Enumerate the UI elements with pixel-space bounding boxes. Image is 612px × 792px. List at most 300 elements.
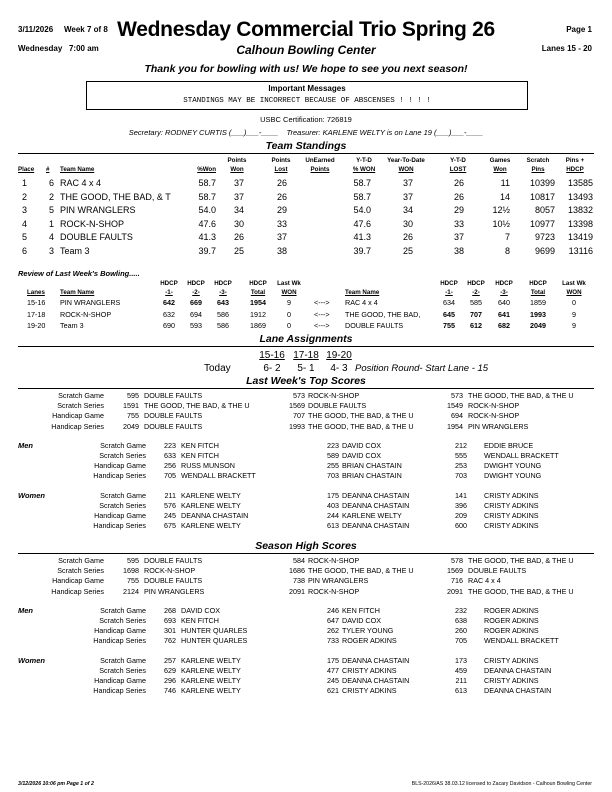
review-score: 1993 — [530, 309, 546, 319]
column-header: Team Name — [60, 289, 95, 296]
score-value: 256 — [164, 461, 176, 471]
score-bowler: HUNTER QUARLES — [181, 636, 248, 646]
score-bowler: DEANNA CHASTAIN — [181, 511, 249, 520]
column-header: Lost — [274, 166, 288, 173]
column-header: -1- — [445, 289, 453, 296]
column-header: -2- — [192, 289, 200, 296]
standings-cell: 13398 — [567, 218, 593, 229]
score-value: 595 — [127, 556, 139, 565]
standings-cell: 13585 — [567, 178, 593, 188]
score-category: Handicap Game — [52, 411, 104, 421]
standings-cell: RAC 4 x 4 — [60, 178, 102, 188]
score-bowler: KEN FITCH — [181, 616, 219, 625]
divider — [18, 553, 594, 554]
score-bowler: KARLENE WELTY — [181, 655, 241, 665]
column-header: Won — [230, 166, 244, 173]
score-value: 173 — [455, 655, 467, 665]
score-bowler: DOUBLE FAULTS — [468, 566, 527, 576]
score-bowler: THE GOOD, THE BAD, & THE U — [144, 401, 250, 411]
score-bowler: CRISTY ADKINS — [484, 500, 539, 510]
column-header: % WON — [352, 166, 376, 173]
score-category: Scratch Series — [57, 566, 104, 576]
standings-cell: 4 — [22, 218, 28, 229]
divider — [18, 388, 594, 389]
score-bowler: RUSS MUNSON — [181, 461, 235, 471]
score-bowler: ROGER ADKINS — [342, 636, 397, 646]
versus-arrow: <---> — [314, 298, 330, 307]
review-team: PIN WRANGLERS — [60, 298, 121, 307]
review-score: 642 — [163, 298, 175, 307]
column-header: Y-T-D — [450, 157, 466, 164]
score-bowler: DEANNA CHASTAIN — [342, 521, 410, 531]
score-category: Scratch Game — [100, 605, 146, 615]
score-bowler: ROCK-N-SHOP — [308, 556, 360, 565]
score-bowler: ROCK-N-SHOP — [468, 411, 520, 421]
divider — [18, 346, 594, 347]
group-label: Men — [18, 440, 33, 450]
score-bowler: DOUBLE FAULTS — [144, 391, 203, 400]
score-value: 762 — [164, 636, 176, 646]
usbc-certification: USBC Certification: 726819 — [260, 115, 352, 124]
column-header: HDCP — [529, 280, 547, 287]
messages-title: Important Messages — [268, 84, 346, 93]
review-score: 0 — [287, 321, 291, 330]
score-value: 707 — [293, 411, 305, 421]
column-header: -1- — [165, 289, 173, 296]
score-bowler: DWIGHT YOUNG — [484, 471, 542, 481]
lane-assignments-title: Lane Assignments — [259, 333, 353, 345]
column-header: Scratch — [526, 157, 550, 164]
score-bowler: RAC 4 x 4 — [468, 576, 501, 586]
score-category: Scratch Series — [99, 665, 146, 675]
score-value: 253 — [455, 461, 467, 471]
score-bowler: KARLENE WELTY — [181, 676, 241, 685]
standings-cell: 5 — [22, 232, 28, 242]
score-category: Scratch Game — [58, 556, 104, 565]
review-title: Review of Last Week's Bowling..... — [18, 269, 140, 278]
standings-cell: 30 — [233, 218, 244, 229]
column-header: Team Name — [60, 166, 95, 173]
last-week-title: Last Week's Top Scores — [246, 375, 366, 387]
column-header: Points — [227, 157, 247, 164]
standings-cell: 29 — [453, 205, 464, 215]
score-bowler: CRISTY ADKINS — [484, 655, 539, 665]
score-bowler: CRISTY ADKINS — [342, 686, 397, 696]
standings-cell: 47.6 — [198, 218, 216, 229]
column-header: Points — [310, 166, 330, 173]
standings-cell: 30 — [402, 218, 413, 229]
score-value: 301 — [164, 626, 176, 636]
review-score: 694 — [190, 309, 202, 319]
score-value: 403 — [327, 500, 339, 510]
score-value: 1993 — [289, 421, 305, 431]
review-team: Team 3 — [60, 321, 84, 330]
standings-cell: 9723 — [534, 232, 555, 242]
column-header: HDCP — [495, 280, 513, 287]
review-score: 643 — [217, 298, 229, 307]
score-value: 212 — [455, 440, 467, 450]
standings-cell: 13832 — [567, 205, 593, 215]
score-value: 255 — [327, 461, 339, 471]
lane-matchup: 4- 3 — [330, 363, 348, 374]
score-bowler: ROCK-N-SHOP — [308, 391, 360, 400]
standings-cell: 58.7 — [198, 178, 216, 188]
standings-cell: 3 — [22, 205, 28, 215]
score-bowler: ROCK-N-SHOP — [308, 586, 360, 596]
score-value: 738 — [293, 576, 305, 586]
score-value: 675 — [164, 521, 176, 531]
score-value: 257 — [164, 655, 176, 665]
column-header: HDCP — [467, 280, 485, 287]
standings-cell: 39.7 — [353, 245, 371, 256]
score-bowler: DEANNA CHASTAIN — [484, 686, 552, 696]
score-category: Scratch Series — [99, 616, 146, 625]
score-category: Scratch Game — [100, 655, 146, 665]
lane-pair: 17-18 — [293, 350, 319, 361]
standings-cell: 41.3 — [353, 232, 371, 242]
score-value: 1698 — [123, 566, 139, 576]
standings-cell: 14 — [499, 191, 510, 202]
lane-matchup: 6- 2 — [263, 363, 281, 374]
score-value: 246 — [327, 605, 339, 615]
standings-cell: 33 — [276, 218, 287, 229]
column-header: HDCP — [440, 280, 458, 287]
score-category: Scratch Series — [57, 401, 104, 411]
score-bowler: THE GOOD, THE BAD, & THE U — [468, 586, 574, 596]
score-bowler: WENDALL BRACKETT — [181, 471, 256, 481]
report-week: Week 7 of 8 — [64, 25, 108, 34]
score-bowler: TYLER YOUNG — [342, 626, 394, 636]
center-name: Calhoun Bowling Center — [236, 43, 376, 57]
score-bowler: ROGER ADKINS — [484, 616, 539, 625]
review-score: 9 — [287, 298, 291, 307]
score-bowler: DOUBLE FAULTS — [144, 576, 203, 586]
score-value: 629 — [164, 665, 176, 675]
lanes-range: Lanes 15 - 20 — [541, 44, 592, 53]
column-header: Place — [18, 166, 35, 173]
score-bowler: KARLENE WELTY — [342, 511, 402, 520]
column-header: HDCP — [160, 280, 178, 287]
column-header: Points — [271, 157, 291, 164]
score-bowler: DAVID COX — [342, 440, 382, 450]
score-value: 2091 — [289, 586, 305, 596]
standings-cell: 6 — [22, 245, 28, 256]
standings-cell: 10399 — [529, 178, 555, 188]
standings-cell: 37 — [453, 232, 464, 242]
score-bowler: DWIGHT YOUNG — [484, 461, 542, 471]
review-score: 640 — [498, 298, 510, 307]
score-value: 244 — [327, 511, 339, 520]
score-value: 576 — [164, 500, 176, 510]
standings-cell: 4 — [49, 232, 55, 242]
column-header: Total — [250, 289, 266, 296]
score-value: 296 — [164, 676, 176, 685]
review-score: 9 — [572, 309, 576, 319]
standings-cell: 1 — [22, 178, 28, 188]
score-bowler: KEN FITCH — [181, 440, 219, 450]
column-header: WON — [398, 166, 414, 173]
column-header: Y-T-D — [356, 157, 372, 164]
score-category: Handicap Game — [94, 461, 146, 471]
score-bowler: WENDALL BRACKETT — [484, 451, 559, 460]
score-value: 694 — [451, 411, 463, 421]
score-category: Handicap Series — [93, 686, 146, 696]
score-value: 175 — [327, 490, 339, 500]
standings-cell: 34 — [402, 205, 413, 215]
score-bowler: DEANNA CHASTAIN — [342, 490, 410, 500]
group-label: Women — [18, 490, 45, 500]
score-bowler: KARLENE WELTY — [181, 665, 241, 675]
score-value: 260 — [455, 626, 467, 636]
standings-cell: PIN WRANGLERS — [60, 205, 136, 215]
standings-cell: 13116 — [568, 245, 593, 256]
score-bowler: DOUBLE FAULTS — [144, 556, 203, 565]
standings-cell: 10977 — [529, 218, 555, 229]
standings-cell: 58.7 — [198, 191, 216, 202]
score-bowler: CRISTY ADKINS — [484, 521, 539, 531]
score-bowler: CRISTY ADKINS — [484, 490, 539, 500]
score-value: 1569 — [289, 401, 305, 411]
column-header: HDCP — [566, 166, 584, 173]
standings-cell: 33 — [453, 218, 464, 229]
score-bowler: ROCK-N-SHOP — [468, 401, 520, 411]
score-bowler: THE GOOD, THE BAD, & THE U — [468, 556, 574, 565]
standings-cell: 9699 — [534, 245, 555, 256]
column-header: UnEarned — [305, 157, 335, 164]
score-category: Scratch Game — [100, 440, 146, 450]
score-value: 1954 — [447, 421, 463, 431]
standings-cell: 54.0 — [198, 205, 216, 215]
score-value: 647 — [327, 616, 339, 625]
score-value: 555 — [455, 451, 467, 460]
column-header: Year-To-Date — [387, 157, 425, 164]
score-bowler: THE GOOD, THE BAD, & THE U — [468, 391, 574, 400]
review-score: 586 — [217, 321, 229, 330]
review-score: 2049 — [530, 321, 546, 330]
score-value: 705 — [164, 471, 176, 481]
score-bowler: DOUBLE FAULTS — [144, 421, 203, 431]
review-score: 0 — [287, 309, 291, 319]
standings-cell: 25 — [233, 245, 244, 256]
standings-cell: 1 — [49, 218, 55, 229]
score-value: 600 — [455, 521, 467, 531]
standings-cell: 2 — [22, 191, 28, 202]
column-header: HDCP — [187, 280, 205, 287]
review-team: DOUBLE FAULTS — [345, 321, 404, 330]
review-score: 1954 — [250, 298, 266, 307]
score-value: 223 — [164, 440, 176, 450]
standings-cell: 10817 — [529, 191, 555, 202]
score-bowler: KEN FITCH — [181, 451, 219, 460]
score-value: 211 — [164, 490, 176, 500]
score-value: 613 — [455, 686, 467, 696]
review-score: 682 — [498, 321, 510, 330]
score-bowler: KEN FITCH — [342, 605, 380, 615]
score-value: 209 — [455, 511, 467, 520]
score-value: 633 — [164, 451, 176, 460]
score-value: 268 — [164, 605, 176, 615]
score-value: 1591 — [123, 401, 139, 411]
review-score: 690 — [163, 321, 175, 330]
score-value: 211 — [455, 676, 467, 685]
score-value: 2091 — [447, 586, 463, 596]
standings-cell: 41.3 — [198, 232, 216, 242]
score-bowler: THE GOOD, THE BAD, & THE U — [308, 421, 414, 431]
review-team: THE GOOD, THE BAD, — [345, 309, 421, 319]
score-bowler: DEANNA CHASTAIN — [342, 676, 410, 685]
score-category: Handicap Series — [51, 421, 104, 431]
column-header: Won — [493, 166, 507, 173]
column-header: HDCP — [214, 280, 232, 287]
standings-cell: 10½ — [492, 218, 510, 229]
score-value: 595 — [127, 391, 139, 400]
standings-cell: ROCK-N-SHOP — [60, 218, 125, 229]
standings-cell: 26 — [276, 191, 287, 202]
standings-cell: 38 — [276, 245, 287, 256]
column-header: WON — [566, 289, 582, 296]
score-bowler: KARLENE WELTY — [181, 521, 241, 531]
standings-title: Team Standings — [265, 140, 347, 152]
standings-cell: 5 — [49, 205, 55, 215]
score-bowler: CRISTY ADKINS — [342, 665, 397, 675]
standings-cell: 37 — [276, 232, 287, 242]
standings-cell: 47.6 — [353, 218, 371, 229]
standings-cell: 26 — [453, 191, 464, 202]
score-value: 755 — [127, 576, 139, 586]
score-value: 746 — [164, 686, 176, 696]
standings-cell: 37 — [402, 191, 413, 202]
score-value: 175 — [327, 655, 339, 665]
score-value: 223 — [327, 440, 339, 450]
score-bowler: BRIAN CHASTAIN — [342, 461, 402, 471]
score-value: 703 — [327, 471, 339, 481]
review-score: 641 — [498, 309, 510, 319]
score-bowler: PIN WRANGLERS — [468, 421, 529, 431]
review-score: 1869 — [250, 321, 266, 330]
standings-cell: Team 3 — [60, 245, 90, 256]
report-date: 3/11/2026 — [18, 25, 54, 34]
column-header: Last Wk — [277, 280, 301, 287]
score-category: Handicap Series — [93, 471, 146, 481]
page-title: Wednesday Commercial Trio Spring 26 — [117, 18, 495, 41]
score-value: 459 — [455, 665, 467, 675]
column-header: Last Wk — [562, 280, 586, 287]
review-score: 9 — [572, 321, 576, 330]
review-team: RAC 4 x 4 — [345, 298, 378, 307]
standings-cell: 26 — [276, 178, 287, 188]
review-score: 645 — [443, 309, 455, 319]
review-score: 634 — [443, 298, 455, 307]
review-lanes: 17-18 — [27, 309, 46, 319]
column-header: -3- — [500, 289, 508, 296]
score-bowler: WENDALL BRACKETT — [484, 636, 559, 646]
lane-pair: 15-16 — [259, 350, 285, 361]
score-bowler: ROCK-N-SHOP — [144, 566, 196, 576]
score-bowler: THE GOOD, THE BAD, & THE U — [308, 566, 414, 576]
standings-cell: THE GOOD, THE BAD, & T — [60, 191, 171, 202]
review-score: 586 — [217, 309, 229, 319]
versus-arrow: <---> — [314, 309, 330, 319]
score-bowler: EDDIE BRUCE — [484, 440, 534, 450]
page-number: Page 1 — [566, 25, 592, 34]
review-score: 632 — [163, 309, 175, 319]
column-header: Lanes — [27, 289, 45, 296]
footer-left: 3/12/2026 10:06 pm Page 1 of 2 — [18, 781, 94, 787]
score-value: 2124 — [123, 586, 139, 596]
score-value: 638 — [455, 616, 467, 625]
review-score: 1859 — [530, 298, 546, 307]
standings-cell: 26 — [453, 178, 464, 188]
score-category: Handicap Game — [94, 676, 146, 685]
score-bowler: DEANNA CHASTAIN — [484, 665, 552, 675]
column-header: HDCP — [249, 280, 267, 287]
score-bowler: DEANNA CHASTAIN — [342, 655, 410, 665]
standings-cell: 25 — [402, 245, 413, 256]
column-header: Total — [530, 289, 546, 296]
season-high-title: Season High Scores — [255, 540, 357, 552]
column-header: %Won — [197, 166, 216, 173]
standings-cell: 11 — [500, 178, 510, 188]
score-value: 621 — [327, 686, 339, 696]
score-category: Scratch Series — [99, 451, 146, 460]
review-team: ROCK-N-SHOP — [60, 309, 112, 319]
score-category: Handicap Game — [94, 626, 146, 636]
score-value: 396 — [455, 500, 467, 510]
standings-cell: 8 — [504, 245, 510, 256]
day-time: Wednesday 7:00 am — [18, 44, 99, 53]
standings-cell: DOUBLE FAULTS — [60, 232, 133, 242]
review-lanes: 15-16 — [27, 298, 46, 307]
score-category: Handicap Series — [93, 636, 146, 646]
standings-cell: 58.7 — [353, 178, 371, 188]
position-round-note: Position Round- Start Lane - 15 — [355, 363, 489, 374]
score-bowler: DOUBLE FAULTS — [144, 411, 203, 421]
review-score: 707 — [470, 309, 482, 319]
score-bowler: DEANNA CHASTAIN — [342, 500, 410, 510]
score-bowler: BRIAN CHASTAIN — [342, 471, 402, 481]
column-header: -2- — [472, 289, 480, 296]
score-bowler: KARLENE WELTY — [181, 490, 241, 500]
score-category: Handicap Series — [51, 586, 104, 596]
standings-cell: 54.0 — [353, 205, 371, 215]
score-value: 733 — [327, 636, 339, 646]
score-category: Scratch Game — [100, 490, 146, 500]
standings-cell: 38 — [453, 245, 464, 256]
score-value: 705 — [455, 636, 467, 646]
standings-cell: 26 — [402, 232, 413, 242]
score-value: 716 — [451, 576, 463, 586]
important-messages-box — [86, 81, 528, 110]
score-value: 589 — [327, 451, 339, 460]
standings-cell: 13493 — [567, 191, 593, 202]
standings-cell: 13419 — [567, 232, 593, 242]
standings-cell: 37 — [233, 191, 244, 202]
score-bowler: CRISTY ADKINS — [484, 676, 539, 685]
standings-cell: 34 — [233, 205, 244, 215]
score-value: 245 — [164, 511, 176, 520]
lane-pair: 19-20 — [326, 350, 352, 361]
standings-cell: 58.7 — [353, 191, 371, 202]
officers: Secretary: RODNEY CURTIS (___)___-____ Treasurer: KARLENE WELTY is on Lane 19 (___)___-____ — [128, 128, 484, 137]
divider — [18, 153, 594, 154]
score-value: 578 — [451, 556, 463, 565]
score-category: Handicap Game — [94, 511, 146, 520]
today-label: Today — [204, 363, 231, 374]
group-label: Women — [18, 655, 45, 665]
review-score: 0 — [572, 298, 576, 307]
score-value: 1549 — [447, 401, 463, 411]
score-value: 1686 — [289, 566, 305, 576]
